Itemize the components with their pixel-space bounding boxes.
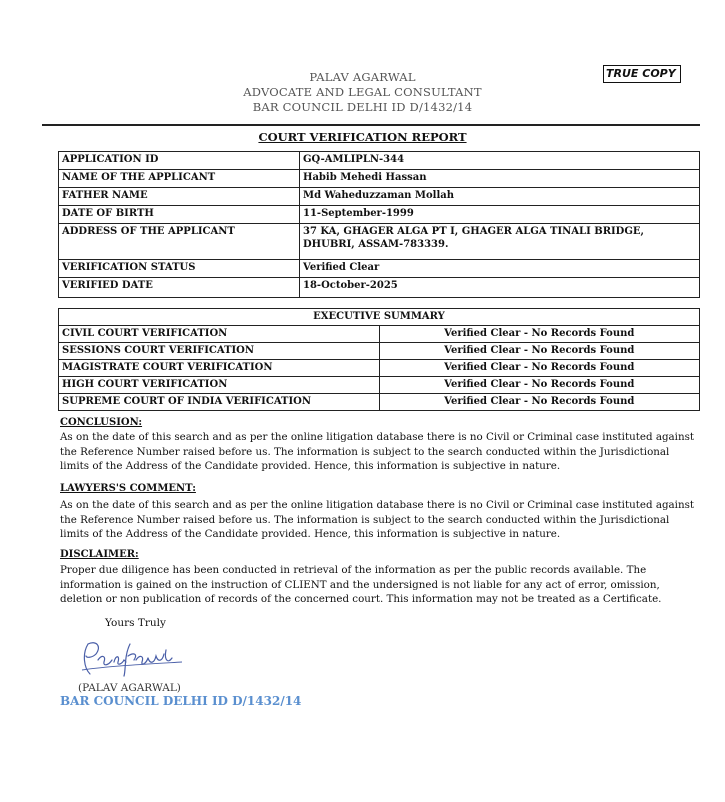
header-divider (42, 124, 700, 126)
table-row (59, 170, 700, 188)
conclusion-heading: CONCLUSION: (60, 417, 143, 428)
detail-value: Verified Clear (300, 260, 700, 278)
table-row (59, 377, 700, 394)
table-row (59, 309, 700, 326)
detail-label: DATE OF BIRTH (59, 206, 300, 224)
advocate-name: PALAV AGARWAL (309, 70, 416, 84)
summary-value: Verified Clear - No Records Found (379, 343, 700, 360)
summary-value: Verified Clear - No Records Found (379, 326, 700, 343)
table-row (59, 188, 700, 206)
detail-label: FATHER NAME (59, 188, 300, 206)
detail-label: VERIFIED DATE (59, 278, 300, 298)
detail-value: 11-September-1999 (300, 206, 700, 224)
detail-value: Md Waheduzzaman Mollah (300, 188, 700, 206)
true-copy-stamp: TRUE COPY (603, 65, 681, 83)
advocate-designation: ADVOCATE AND LEGAL CONSULTANT (243, 85, 482, 99)
summary-value: Verified Clear - No Records Found (379, 360, 700, 377)
signature-image (78, 636, 188, 680)
table-row (59, 343, 700, 360)
lawyers-comment-heading: LAWYERS'S COMMENT: (60, 483, 196, 494)
summary-label: SUPREME COURT OF INDIA VERIFICATION (59, 394, 380, 411)
detail-label: ADDRESS OF THE APPLICANT (59, 224, 300, 260)
table-row (59, 224, 700, 260)
table-row (59, 394, 700, 411)
disclaimer-heading: DISCLAIMER: (60, 549, 139, 560)
detail-label: NAME OF THE APPLICANT (59, 170, 300, 188)
summary-value: Verified Clear - No Records Found (379, 377, 700, 394)
table-row (59, 206, 700, 224)
detail-value: 18-October-2025 (300, 278, 700, 298)
report-title: COURT VERIFICATION REPORT (258, 130, 467, 144)
summary-value: Verified Clear - No Records Found (379, 394, 700, 411)
summary-label: HIGH COURT VERIFICATION (59, 377, 380, 394)
detail-value: 37 KA, GHAGER ALGA PT I, GHAGER ALGA TINALI BRIDGE, DHUBRI, ASSAM-783339. (300, 224, 700, 260)
detail-label: APPLICATION ID (59, 152, 300, 170)
conclusion-text: As on the date of this search and as per the online litigation database there is no Civil or Criminal case instituted against the Reference Number raised before us. The information is subject to the search conducted within the Jurisdictional limits of the Address of the Candidate provided. Hence, this information is subjective in nature. (60, 431, 695, 472)
applicant-details-table (58, 151, 700, 298)
table-row (59, 360, 700, 377)
signatory-name: (PALAV AGARWAL) (78, 682, 181, 694)
closing-salutation: Yours Truly (105, 617, 166, 629)
table-row (59, 326, 700, 343)
table-row (59, 260, 700, 278)
advocate-bar-id: BAR COUNCIL DELHI ID D/1432/14 (252, 100, 473, 114)
detail-label: VERIFICATION STATUS (59, 260, 300, 278)
summary-label: SESSIONS COURT VERIFICATION (59, 343, 380, 360)
lawyers-comment-text: As on the date of this search and as per the online litigation database there is no Civil or Criminal case instituted against the Reference Number raised before us. The information is subject to the search conducted within the Jurisdictional limits of the Address of the Candidate provided. Hence, this information is subjective in nature. (60, 499, 695, 540)
signatory-bar-id: BAR COUNCIL DELHI ID D/1432/14 (60, 694, 302, 708)
summary-label: MAGISTRATE COURT VERIFICATION (59, 360, 380, 377)
detail-value: GQ-AMLIPLN-344 (300, 152, 700, 170)
disclaimer-text: Proper due diligence has been conducted in retrieval of the information as per the public records available. The information is gained on the instruction of CLIENT and the undersigned is not liable for any act of error, omission, deletion or non publication of records of the concerned court. This information may not be treated as a Certificate. (60, 564, 662, 605)
detail-value: Habib Mehedi Hassan (300, 170, 700, 188)
summary-label: CIVIL COURT VERIFICATION (59, 326, 380, 343)
table-row (59, 152, 700, 170)
executive-summary-table (58, 308, 700, 411)
summary-heading: EXECUTIVE SUMMARY (59, 309, 700, 326)
table-row (59, 278, 700, 298)
